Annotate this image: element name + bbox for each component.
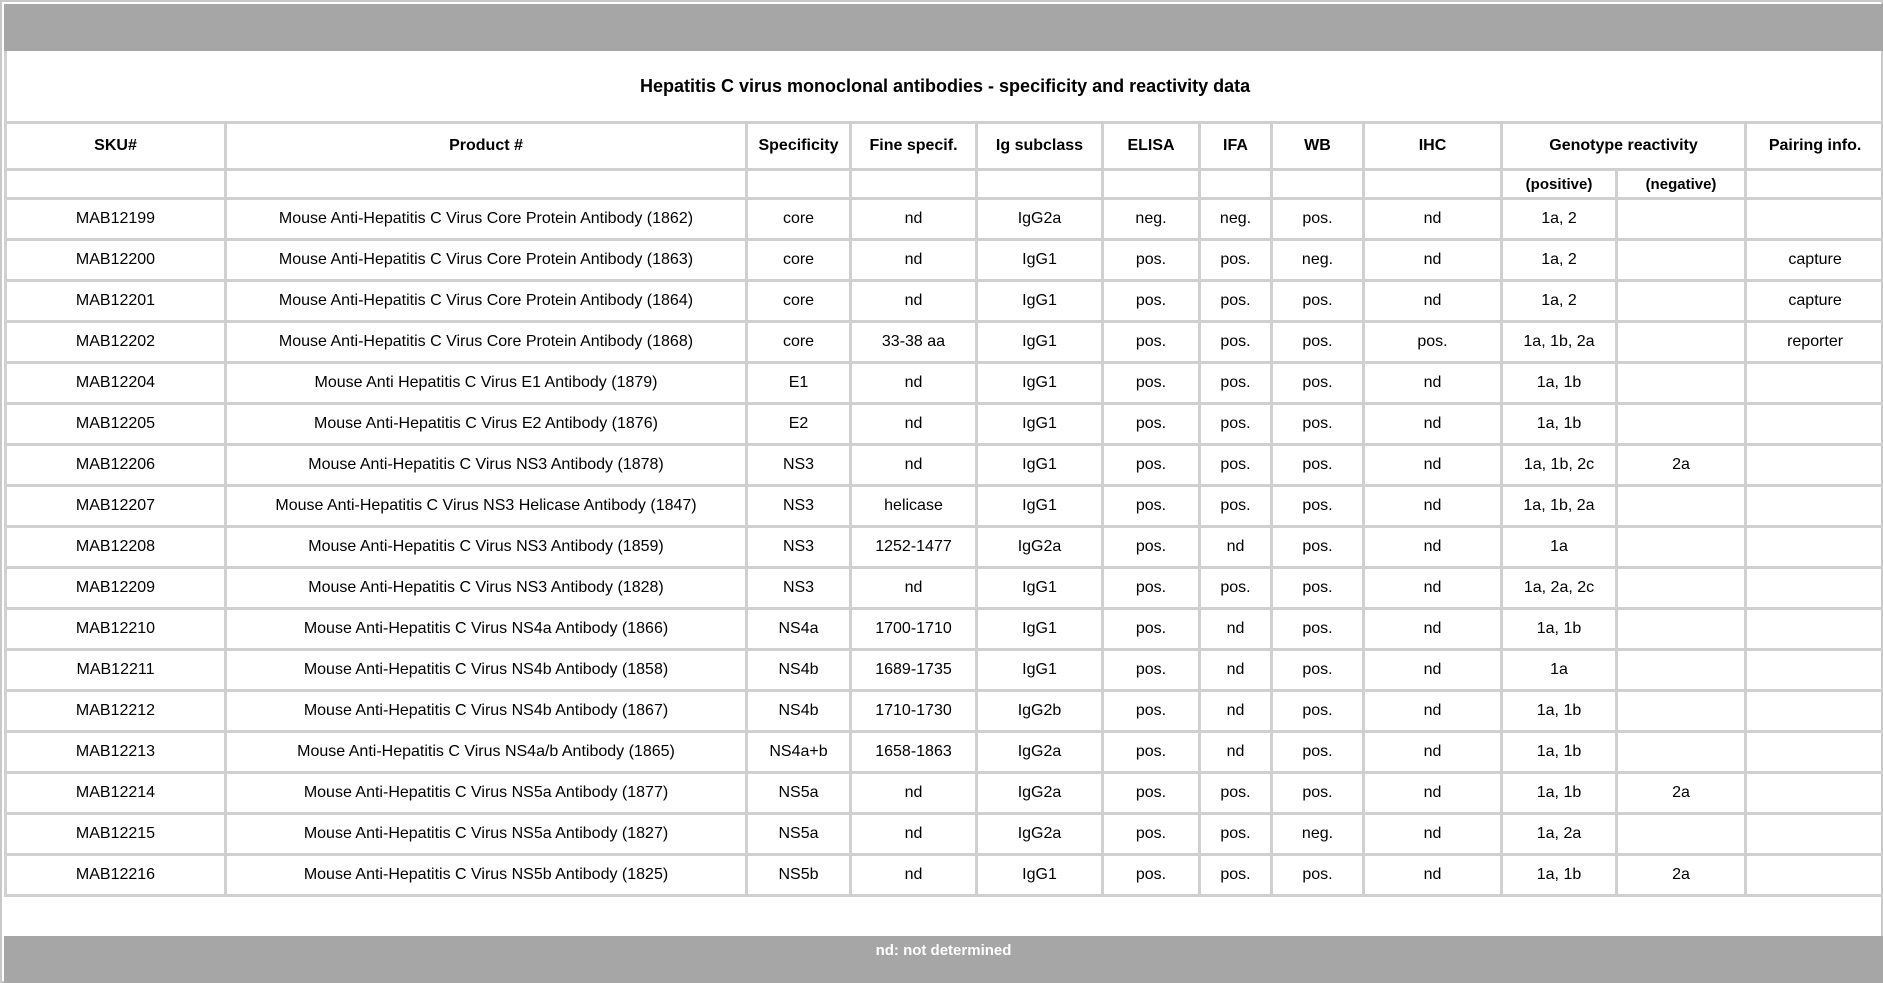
wb-cell: neg. <box>1272 814 1364 855</box>
subheader-empty <box>226 170 747 199</box>
table-row <box>6 609 1883 650</box>
genotype-negative-cell <box>1617 281 1746 322</box>
elisa-cell: pos. <box>1103 281 1200 322</box>
subheader-empty <box>1103 170 1200 199</box>
ig-subclass-cell: IgG2a <box>977 199 1103 240</box>
specificity-cell: core <box>747 199 851 240</box>
ihc-cell: nd <box>1364 199 1502 240</box>
genotype-positive-cell: 1a, 1b <box>1502 691 1617 732</box>
elisa-cell: pos. <box>1103 650 1200 691</box>
antibody-table <box>4 51 1883 897</box>
genotype-negative-cell <box>1617 732 1746 773</box>
wb-cell: pos. <box>1272 199 1364 240</box>
table-row <box>6 281 1883 322</box>
specificity-cell: core <box>747 322 851 363</box>
specificity-cell: core <box>747 240 851 281</box>
ig-subclass-cell: IgG2b <box>977 691 1103 732</box>
fine-specificity-cell: nd <box>851 445 977 486</box>
ihc-cell: nd <box>1364 527 1502 568</box>
table-row <box>6 445 1883 486</box>
pairing-info-cell <box>1746 445 1883 486</box>
fine-specificity-cell: nd <box>851 240 977 281</box>
genotype-positive-cell: 1a, 2 <box>1502 281 1617 322</box>
table-row <box>6 486 1883 527</box>
wb-cell: pos. <box>1272 568 1364 609</box>
genotype-negative-cell: 2a <box>1617 445 1746 486</box>
ifa-cell: nd <box>1200 650 1272 691</box>
subheader-empty <box>747 170 851 199</box>
col-header-specificity: Specificity <box>747 123 851 170</box>
wb-cell: pos. <box>1272 732 1364 773</box>
pairing-info-cell: capture <box>1746 240 1883 281</box>
product-cell: Mouse Anti-Hepatitis C Virus NS4a Antibody (1866) <box>226 609 747 650</box>
genotype-positive-cell: 1a, 1b <box>1502 404 1617 445</box>
ig-subclass-cell: IgG1 <box>977 855 1103 896</box>
sku-cell: MAB12213 <box>6 732 226 773</box>
col-header-genotype-reactivity: Genotype reactivity <box>1502 123 1746 170</box>
ig-subclass-cell: IgG2a <box>977 773 1103 814</box>
table-row <box>6 568 1883 609</box>
wb-cell: pos. <box>1272 691 1364 732</box>
sku-cell: MAB12212 <box>6 691 226 732</box>
ig-subclass-cell: IgG2a <box>977 527 1103 568</box>
elisa-cell: pos. <box>1103 404 1200 445</box>
sku-cell: MAB12209 <box>6 568 226 609</box>
page-title: Hepatitis C virus monoclonal antibodies - specificity and reactivity data <box>6 51 1883 123</box>
ihc-cell: nd <box>1364 568 1502 609</box>
pairing-info-cell <box>1746 773 1883 814</box>
product-cell: Mouse Anti-Hepatitis C Virus NS3 Antibody (1828) <box>226 568 747 609</box>
table-row <box>6 322 1883 363</box>
ig-subclass-cell: IgG1 <box>977 486 1103 527</box>
ig-subclass-cell: IgG1 <box>977 568 1103 609</box>
genotype-positive-cell: 1a, 2a, 2c <box>1502 568 1617 609</box>
product-cell: Mouse Anti-Hepatitis C Virus Core Protein Antibody (1864) <box>226 281 747 322</box>
genotype-negative-cell: 2a <box>1617 773 1746 814</box>
genotype-positive-cell: 1a, 2a <box>1502 814 1617 855</box>
fine-specificity-cell: 1700-1710 <box>851 609 977 650</box>
pairing-info-cell <box>1746 609 1883 650</box>
genotype-positive-cell: 1a, 1b <box>1502 363 1617 404</box>
genotype-negative-cell <box>1617 527 1746 568</box>
subheader-empty <box>1272 170 1364 199</box>
subheader-empty <box>1364 170 1502 199</box>
ihc-cell: pos. <box>1364 322 1502 363</box>
fine-specificity-cell: nd <box>851 404 977 445</box>
sku-cell: MAB12214 <box>6 773 226 814</box>
fine-specificity-cell: nd <box>851 281 977 322</box>
elisa-cell: pos. <box>1103 486 1200 527</box>
table-row <box>6 363 1883 404</box>
product-cell: Mouse Anti-Hepatitis C Virus E2 Antibody (1876) <box>226 404 747 445</box>
ihc-cell: nd <box>1364 445 1502 486</box>
genotype-negative-cell <box>1617 568 1746 609</box>
fine-specificity-cell: nd <box>851 568 977 609</box>
specificity-cell: NS5b <box>747 855 851 896</box>
wb-cell: pos. <box>1272 650 1364 691</box>
wb-cell: pos. <box>1272 322 1364 363</box>
genotype-negative-cell <box>1617 199 1746 240</box>
col-header-fine-specificity: Fine specif. <box>851 123 977 170</box>
genotype-positive-cell: 1a, 1b <box>1502 609 1617 650</box>
product-cell: Mouse Anti-Hepatitis C Virus NS4a/b Antibody (1865) <box>226 732 747 773</box>
ihc-cell: nd <box>1364 363 1502 404</box>
subheader-negative: (negative) <box>1617 170 1746 199</box>
genotype-positive-cell: 1a, 1b, 2c <box>1502 445 1617 486</box>
elisa-cell: pos. <box>1103 363 1200 404</box>
ifa-cell: pos. <box>1200 568 1272 609</box>
ig-subclass-cell: IgG1 <box>977 650 1103 691</box>
sku-cell: MAB12201 <box>6 281 226 322</box>
product-cell: Mouse Anti-Hepatitis C Virus Core Protein Antibody (1863) <box>226 240 747 281</box>
wb-cell: pos. <box>1272 773 1364 814</box>
ig-subclass-cell: IgG1 <box>977 404 1103 445</box>
product-cell: Mouse Anti-Hepatitis C Virus NS5a Antibody (1877) <box>226 773 747 814</box>
table-row <box>6 199 1883 240</box>
sku-cell: MAB12204 <box>6 363 226 404</box>
col-header-ifa: IFA <box>1200 123 1272 170</box>
wb-cell: pos. <box>1272 404 1364 445</box>
fine-specificity-cell: nd <box>851 773 977 814</box>
ifa-cell: pos. <box>1200 486 1272 527</box>
ig-subclass-cell: IgG1 <box>977 240 1103 281</box>
col-header-ig-subclass: Ig subclass <box>977 123 1103 170</box>
fine-specificity-cell: 1710-1730 <box>851 691 977 732</box>
elisa-cell: pos. <box>1103 240 1200 281</box>
genotype-positive-cell: 1a, 1b <box>1502 855 1617 896</box>
specificity-cell: NS3 <box>747 527 851 568</box>
ihc-cell: nd <box>1364 240 1502 281</box>
pairing-info-cell: capture <box>1746 281 1883 322</box>
specificity-cell: NS4a <box>747 609 851 650</box>
ihc-cell: nd <box>1364 855 1502 896</box>
elisa-cell: pos. <box>1103 732 1200 773</box>
product-cell: Mouse Anti-Hepatitis C Virus NS4b Antibody (1858) <box>226 650 747 691</box>
ihc-cell: nd <box>1364 281 1502 322</box>
fine-specificity-cell: 1658-1863 <box>851 732 977 773</box>
wb-cell: pos. <box>1272 527 1364 568</box>
wb-cell: pos. <box>1272 445 1364 486</box>
ig-subclass-cell: IgG2a <box>977 814 1103 855</box>
elisa-cell: pos. <box>1103 527 1200 568</box>
ifa-cell: neg. <box>1200 199 1272 240</box>
wb-cell: pos. <box>1272 855 1364 896</box>
wb-cell: pos. <box>1272 609 1364 650</box>
ig-subclass-cell: IgG2a <box>977 732 1103 773</box>
specificity-cell: E1 <box>747 363 851 404</box>
ihc-cell: nd <box>1364 773 1502 814</box>
genotype-positive-cell: 1a <box>1502 527 1617 568</box>
ihc-cell: nd <box>1364 691 1502 732</box>
genotype-positive-cell: 1a, 1b, 2a <box>1502 322 1617 363</box>
col-header-product: Product # <box>226 123 747 170</box>
sku-cell: MAB12211 <box>6 650 226 691</box>
product-cell: Mouse Anti-Hepatitis C Virus NS3 Helicase Antibody (1847) <box>226 486 747 527</box>
ifa-cell: pos. <box>1200 404 1272 445</box>
pairing-info-cell: reporter <box>1746 322 1883 363</box>
genotype-negative-cell <box>1617 486 1746 527</box>
ifa-cell: nd <box>1200 527 1272 568</box>
specificity-cell: NS3 <box>747 486 851 527</box>
ifa-cell: pos. <box>1200 773 1272 814</box>
ifa-cell: pos. <box>1200 814 1272 855</box>
product-cell: Mouse Anti-Hepatitis C Virus NS3 Antibody (1878) <box>226 445 747 486</box>
genotype-negative-cell: 2a <box>1617 855 1746 896</box>
fine-specificity-cell: 33-38 aa <box>851 322 977 363</box>
ihc-cell: nd <box>1364 814 1502 855</box>
table-row <box>6 240 1883 281</box>
col-header-sku: SKU# <box>6 123 226 170</box>
pairing-info-cell <box>1746 691 1883 732</box>
elisa-cell: pos. <box>1103 568 1200 609</box>
ihc-cell: nd <box>1364 486 1502 527</box>
sku-cell: MAB12200 <box>6 240 226 281</box>
col-header-elisa: ELISA <box>1103 123 1200 170</box>
footer-note: nd: not determined <box>4 936 1883 983</box>
top-banner <box>4 4 1883 51</box>
col-header-wb: WB <box>1272 123 1364 170</box>
elisa-cell: neg. <box>1103 199 1200 240</box>
genotype-negative-cell <box>1617 363 1746 404</box>
genotype-negative-cell <box>1617 650 1746 691</box>
fine-specificity-cell: nd <box>851 814 977 855</box>
wb-cell: neg. <box>1272 240 1364 281</box>
product-cell: Mouse Anti-Hepatitis C Virus NS4b Antibody (1867) <box>226 691 747 732</box>
ifa-cell: nd <box>1200 732 1272 773</box>
pairing-info-cell <box>1746 486 1883 527</box>
pairing-info-cell <box>1746 404 1883 445</box>
ifa-cell: pos. <box>1200 240 1272 281</box>
ihc-cell: nd <box>1364 404 1502 445</box>
ifa-cell: pos. <box>1200 281 1272 322</box>
pairing-info-cell <box>1746 732 1883 773</box>
fine-specificity-cell: nd <box>851 363 977 404</box>
ig-subclass-cell: IgG1 <box>977 609 1103 650</box>
ig-subclass-cell: IgG1 <box>977 445 1103 486</box>
col-header-ihc: IHC <box>1364 123 1502 170</box>
fine-specificity-cell: nd <box>851 199 977 240</box>
ifa-cell: pos. <box>1200 445 1272 486</box>
sku-cell: MAB12210 <box>6 609 226 650</box>
subheader-empty <box>977 170 1103 199</box>
ifa-cell: pos. <box>1200 322 1272 363</box>
ihc-cell: nd <box>1364 609 1502 650</box>
specificity-cell: NS5a <box>747 814 851 855</box>
subheader-empty <box>1746 170 1883 199</box>
sku-cell: MAB12202 <box>6 322 226 363</box>
elisa-cell: pos. <box>1103 322 1200 363</box>
table-row <box>6 732 1883 773</box>
specificity-cell: core <box>747 281 851 322</box>
fine-specificity-cell: nd <box>851 855 977 896</box>
elisa-cell: pos. <box>1103 855 1200 896</box>
elisa-cell: pos. <box>1103 445 1200 486</box>
pairing-info-cell <box>1746 855 1883 896</box>
fine-specificity-cell: 1689-1735 <box>851 650 977 691</box>
specificity-cell: E2 <box>747 404 851 445</box>
genotype-positive-cell: 1a, 1b <box>1502 732 1617 773</box>
col-header-pairing-info: Pairing info. <box>1746 123 1883 170</box>
genotype-negative-cell <box>1617 814 1746 855</box>
sku-cell: MAB12216 <box>6 855 226 896</box>
genotype-negative-cell <box>1617 609 1746 650</box>
table-row <box>6 814 1883 855</box>
specificity-cell: NS4b <box>747 691 851 732</box>
specificity-cell: NS5a <box>747 773 851 814</box>
pairing-info-cell <box>1746 814 1883 855</box>
table-row <box>6 855 1883 896</box>
elisa-cell: pos. <box>1103 773 1200 814</box>
genotype-negative-cell <box>1617 240 1746 281</box>
ifa-cell: pos. <box>1200 855 1272 896</box>
ifa-cell: nd <box>1200 691 1272 732</box>
product-cell: Mouse Anti-Hepatitis C Virus NS5a Antibody (1827) <box>226 814 747 855</box>
genotype-positive-cell: 1a, 1b <box>1502 773 1617 814</box>
table-row <box>6 691 1883 732</box>
pairing-info-cell <box>1746 527 1883 568</box>
product-cell: Mouse Anti-Hepatitis C Virus Core Protein Antibody (1862) <box>226 199 747 240</box>
product-cell: Mouse Anti-Hepatitis C Virus Core Protein Antibody (1868) <box>226 322 747 363</box>
product-cell: Mouse Anti Hepatitis C Virus E1 Antibody (1879) <box>226 363 747 404</box>
sku-cell: MAB12215 <box>6 814 226 855</box>
genotype-negative-cell <box>1617 404 1746 445</box>
ifa-cell: pos. <box>1200 363 1272 404</box>
ig-subclass-cell: IgG1 <box>977 281 1103 322</box>
specificity-cell: NS3 <box>747 568 851 609</box>
fine-specificity-cell: helicase <box>851 486 977 527</box>
table-row <box>6 404 1883 445</box>
sku-cell: MAB12199 <box>6 199 226 240</box>
ig-subclass-cell: IgG1 <box>977 322 1103 363</box>
wb-cell: pos. <box>1272 281 1364 322</box>
subheader-empty <box>1200 170 1272 199</box>
genotype-positive-cell: 1a, 2 <box>1502 199 1617 240</box>
pairing-info-cell <box>1746 650 1883 691</box>
table-row <box>6 527 1883 568</box>
ihc-cell: nd <box>1364 650 1502 691</box>
sku-cell: MAB12206 <box>6 445 226 486</box>
product-cell: Mouse Anti-Hepatitis C Virus NS3 Antibody (1859) <box>226 527 747 568</box>
ifa-cell: nd <box>1200 609 1272 650</box>
elisa-cell: pos. <box>1103 691 1200 732</box>
sku-cell: MAB12205 <box>6 404 226 445</box>
pairing-info-cell <box>1746 568 1883 609</box>
wb-cell: pos. <box>1272 486 1364 527</box>
genotype-positive-cell: 1a <box>1502 650 1617 691</box>
wb-cell: pos. <box>1272 363 1364 404</box>
subheader-positive: (positive) <box>1502 170 1617 199</box>
fine-specificity-cell: 1252-1477 <box>851 527 977 568</box>
product-cell: Mouse Anti-Hepatitis C Virus NS5b Antibody (1825) <box>226 855 747 896</box>
elisa-cell: pos. <box>1103 609 1200 650</box>
ihc-cell: nd <box>1364 732 1502 773</box>
specificity-cell: NS3 <box>747 445 851 486</box>
pairing-info-cell <box>1746 199 1883 240</box>
table-row <box>6 773 1883 814</box>
pairing-info-cell <box>1746 363 1883 404</box>
sku-cell: MAB12208 <box>6 527 226 568</box>
subheader-empty <box>6 170 226 199</box>
elisa-cell: pos. <box>1103 814 1200 855</box>
genotype-positive-cell: 1a, 2 <box>1502 240 1617 281</box>
genotype-negative-cell <box>1617 691 1746 732</box>
specificity-cell: NS4b <box>747 650 851 691</box>
sku-cell: MAB12207 <box>6 486 226 527</box>
ig-subclass-cell: IgG1 <box>977 363 1103 404</box>
specificity-cell: NS4a+b <box>747 732 851 773</box>
table-row <box>6 650 1883 691</box>
subheader-empty <box>851 170 977 199</box>
genotype-negative-cell <box>1617 322 1746 363</box>
genotype-positive-cell: 1a, 1b, 2a <box>1502 486 1617 527</box>
